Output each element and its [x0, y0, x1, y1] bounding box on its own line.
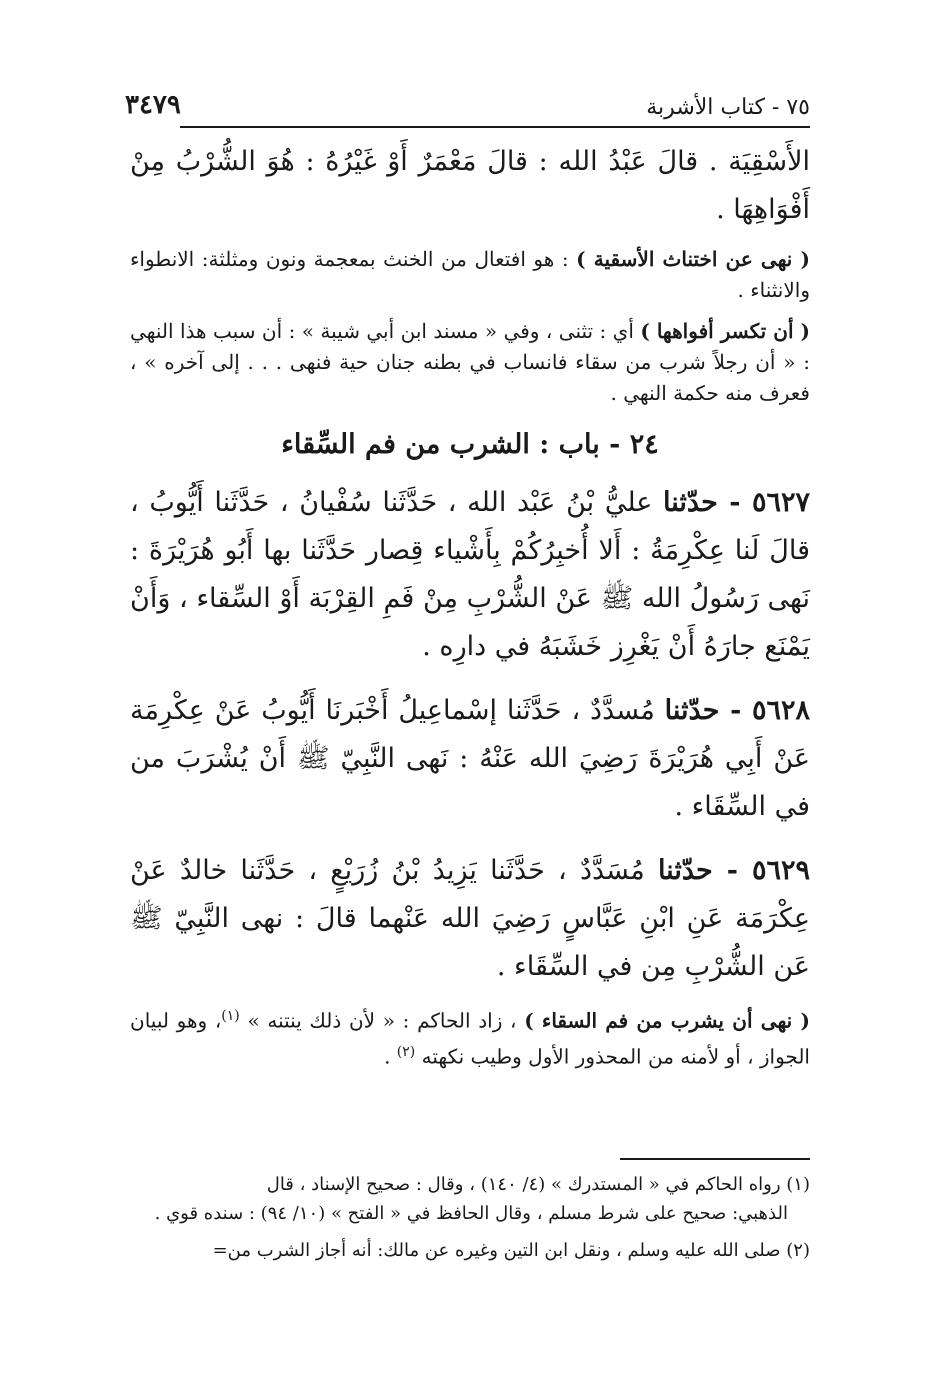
commentary-lemma: ( أن تكسر أفواهها )	[640, 319, 810, 343]
main-text	[130, 138, 810, 1072]
header-rule	[180, 126, 810, 128]
book-title: ٧٥ - كتاب الأشربة	[646, 95, 810, 120]
hadith-number: ٥٦٢٩ - حدّثنا	[657, 855, 810, 886]
hadith-text: عليُّ بْنُ عَبْد الله ، حَدَّثَنا سُفْيانُ ، حَدَّثَنا أَيُّوبُ ، قالَ لَنا عِكْرِمَةُ : أَلا أُخبِرُكُمْ بِأَشْياء قِصار حَدَّثَنا بها أَبُو هُرَيْرَةَ : نَهى رَسُولُ الله ﷺ عَنْ الشُّرْبِ مِنْ فَمِ القِرْبَة أَوْ السِّقاء ، وَأَنْ يَمْنَع جارَهُ أَنْ يَغْرِز خَشَبَهُ في دارِه .	[130, 487, 810, 662]
commentary-text: ، زاد الحاكم : « لأن ذلك ينتنه »	[239, 1008, 525, 1033]
footnote-1-rest: الذهبي: صحيح على شرط مسلم ، وقال الحافظ في « الفتح » (١٠/ ٩٤) : سنده قوي .	[154, 1203, 788, 1224]
hadith-number: ٥٦٢٧ - حدّثنا	[663, 487, 810, 518]
footnote-ref: (٢)	[396, 1043, 416, 1060]
footnote-1-line: (١) رواه الحاكم في « المستدرك » (٤/ ١٤٠) ، وقال : صحيح الإسناد ، قال	[266, 1174, 810, 1195]
page-header	[125, 86, 810, 120]
commentary-3	[130, 1001, 810, 1072]
commentary-text: : هو افتعال من الخنث بمعجمة ونون ومثلثة: الانطواء والانثناء .	[130, 247, 810, 302]
hadith-number: ٥٦٢٨ - حدّثنا	[664, 695, 810, 726]
hadith-continuation: الأَسْقِيَة . قالَ عَبْدُ الله : قالَ مَعْمَرٌ أَوْ غَيْرُهُ : هُوَ الشُّرْبُ مِنْ أَفْوَاهِهَا .	[130, 146, 810, 225]
hadith-5628	[130, 687, 810, 831]
commentary-text: أي : تثنى ، وفي « مسند ابن أبي شيبة » : أن سبب هذا النهي : « أن رجلاً شرب من سقاء فانساب في بطنه جنان حية فنهى . . . إلى آخره » ، فعرف منه حكمة النهي .	[130, 319, 810, 405]
commentary-text: .	[384, 1044, 397, 1069]
hadith-text: مُسدَّدٌ ، حَدَّثَنا إسْماعِيلُ أَخْبَرنَا أَيُّوبُ عَنْ عِكْرِمَة عَنْ أَبِي هُرَيْرَةَ رَضِيَ الله عَنْهُ : نَهى النَّبِيّ ﷺ أَنْ يُشْرَبَ من في السِّقَاء .	[130, 695, 810, 822]
commentary-lemma: ( نهى أن يشرب من فم السقاء )	[524, 1008, 810, 1033]
chapter-title: ٢٤ - باب : الشرب من فم السِّقاء	[281, 429, 659, 460]
footnote-rule	[620, 1158, 810, 1160]
commentary-text: ، وهو لبيان الجواز ، أو لأمنه من المحذور الأول وطيب نكهته	[130, 1008, 810, 1069]
commentary-1	[130, 244, 810, 306]
hadith-text: مُسَدَّدٌ ، حَدَّثَنا يَزِيدُ بْنُ زُرَيْعٍ ، حَدَّثَنا خالدٌ عَنْ عِكْرَمَة عَنِ ابْنِ عَبَّاسٍ رَضِيَ الله عَنْهما قالَ : نهى النَّبِيّ ﷺ عَن الشُّرْبِ مِن في السِّقَاء .	[130, 855, 810, 982]
footnote-ref: (١)	[221, 1008, 240, 1024]
footnotes	[130, 1170, 810, 1265]
footnote-1	[130, 1170, 810, 1228]
footnote-2: (٢) صلى الله عليه وسلم ، ونقل ابن التين وغيره عن مالك: أنه أجاز الشرب من=	[212, 1240, 810, 1261]
hadith-5627	[130, 479, 810, 671]
commentary-lemma: ( نهى عن اختناث الأسقية )	[576, 247, 810, 271]
commentary-2	[130, 316, 810, 409]
hadith-5629	[130, 847, 810, 991]
page-number: ٣٤٧٩	[125, 90, 181, 120]
